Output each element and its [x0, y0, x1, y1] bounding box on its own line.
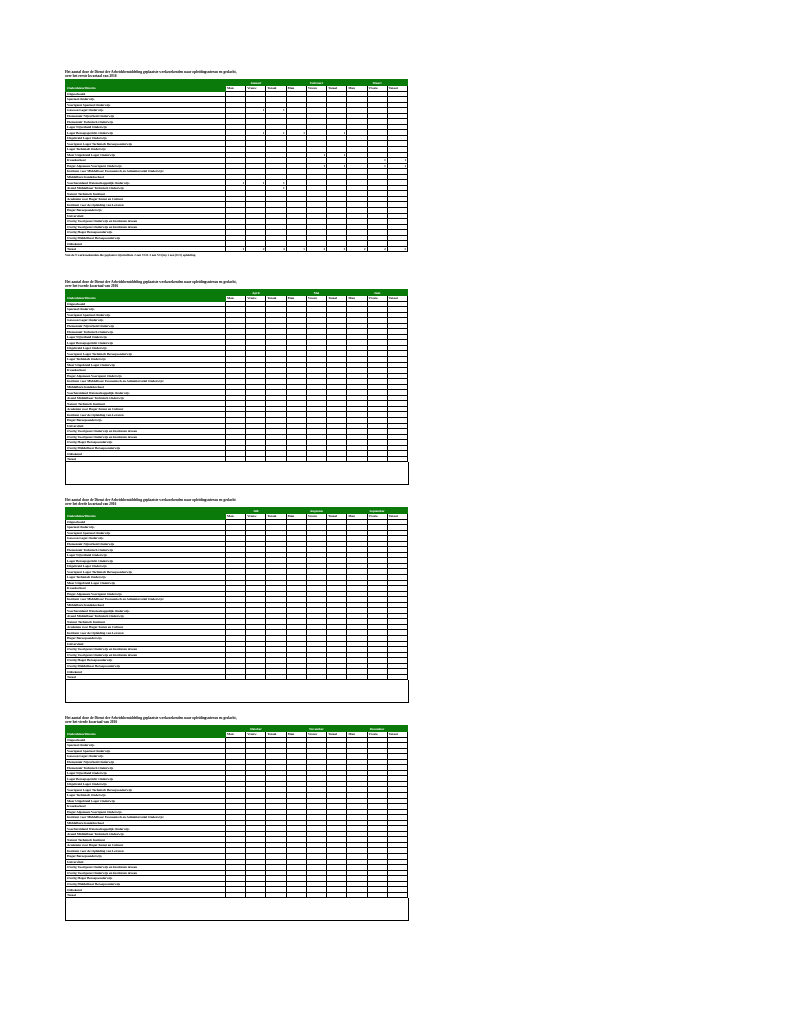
value-cell: 1	[246, 108, 266, 114]
value-cell: 2	[367, 246, 387, 252]
month-header: Oktober	[226, 726, 287, 732]
value-cell	[387, 892, 407, 898]
subcolumn-header: Vrouw	[367, 295, 387, 301]
row-label: Uitgebreid Lager Onderwijs	[66, 781, 226, 787]
row-label: Lager Nijverheid Onderwijs	[66, 552, 226, 558]
row-label: Universiteit	[66, 641, 226, 647]
quarter-3-section	[65, 498, 408, 703]
value-cell	[246, 674, 266, 680]
value-cell	[327, 456, 347, 462]
value-cell	[226, 456, 246, 462]
value-cell	[266, 456, 286, 462]
subcolumn-header: Vrouw	[367, 85, 387, 91]
row-label: Onbekend	[66, 669, 226, 675]
row-label: Natuur Technisch Instituut	[66, 401, 226, 407]
subcolumn-header: Totaal	[387, 513, 407, 519]
row-label: Meer Uitgebreid Lager Onderwijs	[66, 580, 226, 586]
subcolumn-header: Man	[226, 85, 246, 91]
row-label: Meer Uitgebreid Lager Onderwijs	[66, 362, 226, 368]
statistics-table	[65, 79, 408, 252]
value-cell: 1	[327, 152, 347, 158]
row-label: Elementair Nijverheid Onderwijs	[66, 541, 226, 547]
row-label: Hoger Algemeen Voortgezet Onderwijs	[66, 163, 226, 169]
value-cell	[246, 456, 266, 462]
subcolumn-header: Vrouw	[306, 295, 326, 301]
subcolumn-header: Totaal	[266, 85, 286, 91]
row-label: Elementair Technisch Onderwijs	[66, 329, 226, 335]
subcolumn-header: Totaal	[266, 731, 286, 737]
value-cell	[266, 892, 286, 898]
value-cell: 2	[347, 246, 367, 252]
value-cell: 2	[306, 246, 326, 252]
row-label: Voortgezet Speciaal Onderwijs	[66, 312, 226, 318]
row-label: Speciaal Onderwijs	[66, 525, 226, 531]
value-cell	[286, 674, 306, 680]
month-header: April	[226, 290, 287, 296]
subcolumn-header: Man	[286, 513, 306, 519]
row-label: Voortgezet Lager Technisch Beroepsonderwijs	[66, 141, 226, 147]
subcolumn-header: Totaal	[266, 295, 286, 301]
section-title-line-2: over het eerste kwartaal van 2016	[65, 74, 117, 79]
row-label: Overig Middelbaar Beroepsonderwijs	[66, 663, 226, 669]
value-cell	[387, 674, 407, 680]
row-label: Instituut voor Middelbaar Economisch en Administratief Onderwijs/	[66, 815, 226, 821]
row-label: Lager Nijverheid Onderwijs	[66, 124, 226, 130]
row-label: Overig Voortgezet Onderwijs en Instituten niveau	[66, 870, 226, 876]
row-label: Overig Middelbaar Beroepsonderwijs	[66, 235, 226, 241]
row-label: Instituut voor de Opleiding van Leraren	[66, 848, 226, 854]
subcolumn-header: Man	[286, 295, 306, 301]
value-cell: 1	[387, 163, 407, 169]
value-cell	[246, 892, 266, 898]
row-label: Lager Nijverheid Onderwijs	[66, 334, 226, 340]
row-label: Overig Middelbaar Beroepsonderwijs	[66, 445, 226, 451]
statistics-table	[65, 507, 408, 680]
row-label: Voortgezet Lager Technisch Beroepsonderwijs	[66, 351, 226, 357]
value-cell: 1	[266, 130, 286, 136]
value-cell	[367, 456, 387, 462]
subcolumn-header: Man	[347, 295, 367, 301]
row-label: Lager Beroepsgericht Onderwijs	[66, 776, 226, 782]
row-label: Kweekschool	[66, 158, 226, 164]
subcolumn-header: Vrouw	[246, 85, 266, 91]
category-column-header: Onderdelen/Directie	[66, 513, 226, 519]
row-label: Lager Beroepsgericht Onderwijs	[66, 340, 226, 346]
value-cell	[367, 674, 387, 680]
row-label: Hoger Beroepsonderwijs	[66, 635, 226, 641]
month-header: Maart	[347, 80, 408, 86]
month-header: Juli	[226, 508, 287, 514]
value-cell	[347, 674, 367, 680]
row-label: Totaal	[66, 246, 226, 252]
row-label: Gewoon Lager Onderwijs	[66, 108, 226, 114]
row-label: Gewoon Lager Onderwijs	[66, 318, 226, 324]
row-label: Voorbereidend Wetenschappelijk Onderwijs	[66, 826, 226, 832]
value-cell: 1	[266, 108, 286, 114]
value-cell: 1	[226, 246, 246, 252]
row-label: Hoger Beroepsonderwijs	[66, 207, 226, 213]
value-cell: 1	[306, 152, 326, 158]
subcolumn-header: Totaal	[387, 85, 407, 91]
row-label: Gewoon Lager Onderwijs	[66, 536, 226, 542]
row-label: Instituut voor Middelbaar Economisch en Administratief Onderwijs/	[66, 169, 226, 175]
footnote-text: Van de 9 werkzoekenden die geplaatst zijn hebben 2 een VOL 3 een VO(m) 1 een (D.5) opleiding.	[65, 253, 197, 258]
row-label: Overig Middelbaar Beroepsonderwijs	[66, 881, 226, 887]
month-header: Januari	[226, 80, 287, 86]
row-label: Elementair Technisch Onderwijs	[66, 119, 226, 125]
row-label: Middelbare handelsschool	[66, 602, 226, 608]
quarter-2-section	[65, 280, 408, 485]
row-label: Instituut voor de Opleiding van Leraren	[66, 630, 226, 636]
month-header: Februari	[286, 80, 347, 86]
notes-box	[65, 898, 409, 921]
month-header: September	[347, 508, 408, 514]
subcolumn-header: Man	[347, 731, 367, 737]
section-title-line-2: over het vierde kwartaal van 2016	[65, 720, 118, 725]
category-column-header: Onderdelen/Directie	[66, 731, 226, 737]
row-label: Overig Voortgezet Onderwijs en Instituten niveau	[66, 434, 226, 440]
subcolumn-header: Vrouw	[306, 513, 326, 519]
row-label: Ongeschoold	[66, 91, 226, 97]
value-cell: 1	[367, 158, 387, 164]
subcolumn-header: Totaal	[387, 295, 407, 301]
value-cell	[286, 456, 306, 462]
section-title-line-1: Het aantal door de Dienst der Arbeidsbemiddeling geplaatste werkzoekenden naar opleidingsniveau en geslacht,	[65, 280, 237, 284]
row-label: Meer Uitgebreid Lager Onderwijs	[66, 152, 226, 158]
statistics-table	[65, 725, 408, 898]
row-label: Instituut voor Middelbaar Economisch en Administratief Onderwijs/	[66, 379, 226, 385]
value-cell: 1	[266, 185, 286, 191]
row-label: Middelbare handelsschool	[66, 384, 226, 390]
row-label: Overig Voortgezet Onderwijs en Instituten niveau	[66, 865, 226, 871]
row-label: Kweekschool	[66, 586, 226, 592]
category-column-header: Onderdelen/Directie	[66, 295, 226, 301]
row-label: Avond Middelbaar Technisch Onderwijs	[66, 831, 226, 837]
row-label: Uitgebreid Lager Onderwijs	[66, 135, 226, 141]
row-label: Overig Voortgezet Onderwijs en Instituten niveau	[66, 429, 226, 435]
row-label: Universiteit	[66, 213, 226, 219]
row-label: Uitgebreid Lager Onderwijs	[66, 345, 226, 351]
row-label: Voortgezet Speciaal Onderwijs	[66, 102, 226, 108]
row-label: Overig Voortgezet Onderwijs en Instituten niveau	[66, 224, 226, 230]
value-cell: 1	[367, 163, 387, 169]
subcolumn-header: Man	[347, 85, 367, 91]
row-label: Meer Uitgebreid Lager Onderwijs	[66, 798, 226, 804]
row-label: Elementair Nijverheid Onderwijs	[66, 759, 226, 765]
section-title-line-1: Het aantal door de Dienst der Arbeidsbemiddeling geplaatste werkzoekenden naar opleidingsniveau en geslacht	[65, 498, 236, 502]
value-cell	[266, 674, 286, 680]
value-cell	[306, 892, 326, 898]
row-label: Overig Hoger Beroepsonderwijs	[66, 876, 226, 882]
month-header: Mei	[286, 290, 347, 296]
subcolumn-header: Totaal	[327, 295, 347, 301]
row-label: Avond Middelbaar Technisch Onderwijs	[66, 395, 226, 401]
value-cell: 3	[327, 246, 347, 252]
quarter-1-section	[65, 70, 408, 257]
value-cell	[347, 456, 367, 462]
subcolumn-header: Totaal	[327, 85, 347, 91]
subcolumn-header: Vrouw	[367, 731, 387, 737]
value-cell: 1	[286, 246, 306, 252]
value-cell	[286, 892, 306, 898]
row-label: Voorbereidend Wetenschappelijk Onderwijs	[66, 390, 226, 396]
subcolumn-header: Man	[286, 731, 306, 737]
value-cell	[327, 892, 347, 898]
table-row	[66, 246, 408, 252]
row-label: Ongeschoold	[66, 519, 226, 525]
row-label: Speciaal Onderwijs	[66, 307, 226, 313]
value-cell: 1	[387, 158, 407, 164]
row-label: Universiteit	[66, 859, 226, 865]
row-label: Lager Technisch Onderwijs	[66, 356, 226, 362]
row-label: Hoger Algemeen Voortgezet Onderwijs	[66, 373, 226, 379]
row-label: Universiteit	[66, 423, 226, 429]
row-label: Speciaal Onderwijs	[66, 743, 226, 749]
row-label: Academie voor Hoger Kunst en Cultuur	[66, 842, 226, 848]
row-label: Instituut voor de Opleiding van Leraren	[66, 202, 226, 208]
row-label: Lager Beroepsgericht Onderwijs	[66, 558, 226, 564]
row-label: Natuur Technisch Instituut	[66, 619, 226, 625]
row-label: Voorbereidend Wetenschappelijk Onderwijs	[66, 180, 226, 186]
row-label: Academie voor Hoger Kunst en Cultuur	[66, 406, 226, 412]
row-label: Overig Voortgezet Onderwijs en Instituten niveau	[66, 219, 226, 225]
notes-box	[65, 680, 409, 703]
row-label: Overig Hoger Beroepsonderwijs	[66, 658, 226, 664]
row-label: Natuur Technisch Instituut	[66, 837, 226, 843]
row-label: Onbekend	[66, 241, 226, 247]
value-cell: 1	[327, 163, 347, 169]
row-label: Overig Voortgezet Onderwijs en Instituten niveau	[66, 652, 226, 658]
row-label: Totaal	[66, 456, 226, 462]
row-label: Natuur Technisch Instituut	[66, 191, 226, 197]
statistics-table	[65, 289, 408, 462]
subcolumn-header: Vrouw	[246, 731, 266, 737]
value-cell: 1	[266, 180, 286, 186]
table-row	[66, 456, 408, 462]
row-label: Voortgezet Lager Technisch Beroepsonderwijs	[66, 787, 226, 793]
row-label: Instituut voor de Opleiding van Leraren	[66, 412, 226, 418]
value-cell: 1	[306, 163, 326, 169]
subcolumn-header: Totaal	[266, 513, 286, 519]
value-cell: 4	[266, 246, 286, 252]
value-cell	[387, 456, 407, 462]
row-label: Elementair Nijverheid Onderwijs	[66, 113, 226, 119]
row-label: Lager Technisch Onderwijs	[66, 792, 226, 798]
value-cell	[226, 892, 246, 898]
subcolumn-header: Vrouw	[246, 295, 266, 301]
month-header: November	[286, 726, 347, 732]
row-label: Overig Voortgezet Onderwijs en Instituten niveau	[66, 647, 226, 653]
section-title-line-1: Het aantal door de Dienst der Arbeidsbemiddeling geplaatste werkzoekenden naar opleidingsniveau en geslacht,	[65, 70, 237, 74]
row-label: Lager Nijverheid Onderwijs	[66, 770, 226, 776]
row-label: Onbekend	[66, 887, 226, 893]
row-label: Voortgezet Lager Technisch Beroepsonderwijs	[66, 569, 226, 575]
row-label: Middelbare handelsschool	[66, 174, 226, 180]
row-label: Hoger Beroepsonderwijs	[66, 417, 226, 423]
row-label: Academie voor Hoger Kunst en Cultuur	[66, 624, 226, 630]
row-label: Voorbereidend Wetenschappelijk Onderwijs	[66, 608, 226, 614]
subcolumn-header: Man	[226, 513, 246, 519]
subcolumn-header: Man	[226, 731, 246, 737]
subcolumn-header: Vrouw	[306, 85, 326, 91]
section-title-line-2: over het tweede kwartaal van 2016	[65, 284, 119, 289]
value-cell: 1	[246, 180, 266, 186]
value-cell: 2	[387, 246, 407, 252]
row-label: Middelbare handelsschool	[66, 820, 226, 826]
category-column-header: Onderdelen/Directie	[66, 85, 226, 91]
row-label: Ongeschoold	[66, 737, 226, 743]
row-label: Hoger Algemeen Voortgezet Onderwijs	[66, 809, 226, 815]
row-label: Lager Technisch Onderwijs	[66, 146, 226, 152]
row-label: Hoger Beroepsonderwijs	[66, 853, 226, 859]
quarter-4-section	[65, 716, 408, 921]
subcolumn-header: Man	[347, 513, 367, 519]
row-label: Overig Hoger Beroepsonderwijs	[66, 440, 226, 446]
row-label: Ongeschoold	[66, 301, 226, 307]
row-label: Kweekschool	[66, 368, 226, 374]
subcolumn-header: Man	[226, 295, 246, 301]
value-cell	[347, 892, 367, 898]
row-label: Voortgezet Speciaal Onderwijs	[66, 530, 226, 536]
value-cell	[327, 674, 347, 680]
row-label: Elementair Technisch Onderwijs	[66, 547, 226, 553]
row-label: Hoger Algemeen Voortgezet Onderwijs	[66, 591, 226, 597]
table-row	[66, 674, 408, 680]
row-label: Lager Beroepsgericht Onderwijs	[66, 130, 226, 136]
row-label: Kweekschool	[66, 804, 226, 810]
notes-box	[65, 462, 409, 485]
subcolumn-header: Vrouw	[367, 513, 387, 519]
value-cell	[306, 674, 326, 680]
value-cell	[306, 456, 326, 462]
value-cell: 1	[327, 130, 347, 136]
row-label: Totaal	[66, 892, 226, 898]
row-label: Elementair Technisch Onderwijs	[66, 765, 226, 771]
row-label: Instituut voor Middelbaar Economisch en Administratief Onderwijs/	[66, 597, 226, 603]
row-label: Onbekend	[66, 451, 226, 457]
month-header: Augustus	[286, 508, 347, 514]
subcolumn-header: Vrouw	[246, 513, 266, 519]
row-label: Voortgezet Speciaal Onderwijs	[66, 748, 226, 754]
value-cell: 1	[286, 130, 306, 136]
value-cell	[367, 892, 387, 898]
row-label: Academie voor Hoger Kunst en Cultuur	[66, 196, 226, 202]
subcolumn-header: Vrouw	[306, 731, 326, 737]
row-label: Totaal	[66, 674, 226, 680]
row-label: Gewoon Lager Onderwijs	[66, 754, 226, 760]
row-label: Avond Middelbaar Technisch Onderwijs	[66, 185, 226, 191]
row-label: Overig Hoger Beroepsonderwijs	[66, 230, 226, 236]
row-label: Lager Technisch Onderwijs	[66, 574, 226, 580]
subcolumn-header: Totaal	[327, 731, 347, 737]
value-cell: 2	[246, 246, 266, 252]
row-label: Uitgebreid Lager Onderwijs	[66, 563, 226, 569]
subcolumn-header: Totaal	[327, 513, 347, 519]
month-header: December	[347, 726, 408, 732]
value-cell: 1	[226, 180, 246, 186]
value-cell	[226, 674, 246, 680]
table-row	[66, 892, 408, 898]
row-label: Speciaal Onderwijs	[66, 97, 226, 103]
subcolumn-header: Totaal	[387, 731, 407, 737]
month-header: Juni	[347, 290, 408, 296]
row-label: Avond Middelbaar Technisch Onderwijs	[66, 613, 226, 619]
section-title-line-2: over het derde kwartaal van 2016	[65, 502, 117, 507]
subcolumn-header: Man	[286, 85, 306, 91]
row-label: Elementair Nijverheid Onderwijs	[66, 323, 226, 329]
value-cell: 1	[246, 130, 266, 136]
section-title-line-1: Het aantal door de Dienst der Arbeidsbemiddeling geplaatste werkzoekenden naar opleidingsniveau en geslacht,	[65, 716, 237, 720]
